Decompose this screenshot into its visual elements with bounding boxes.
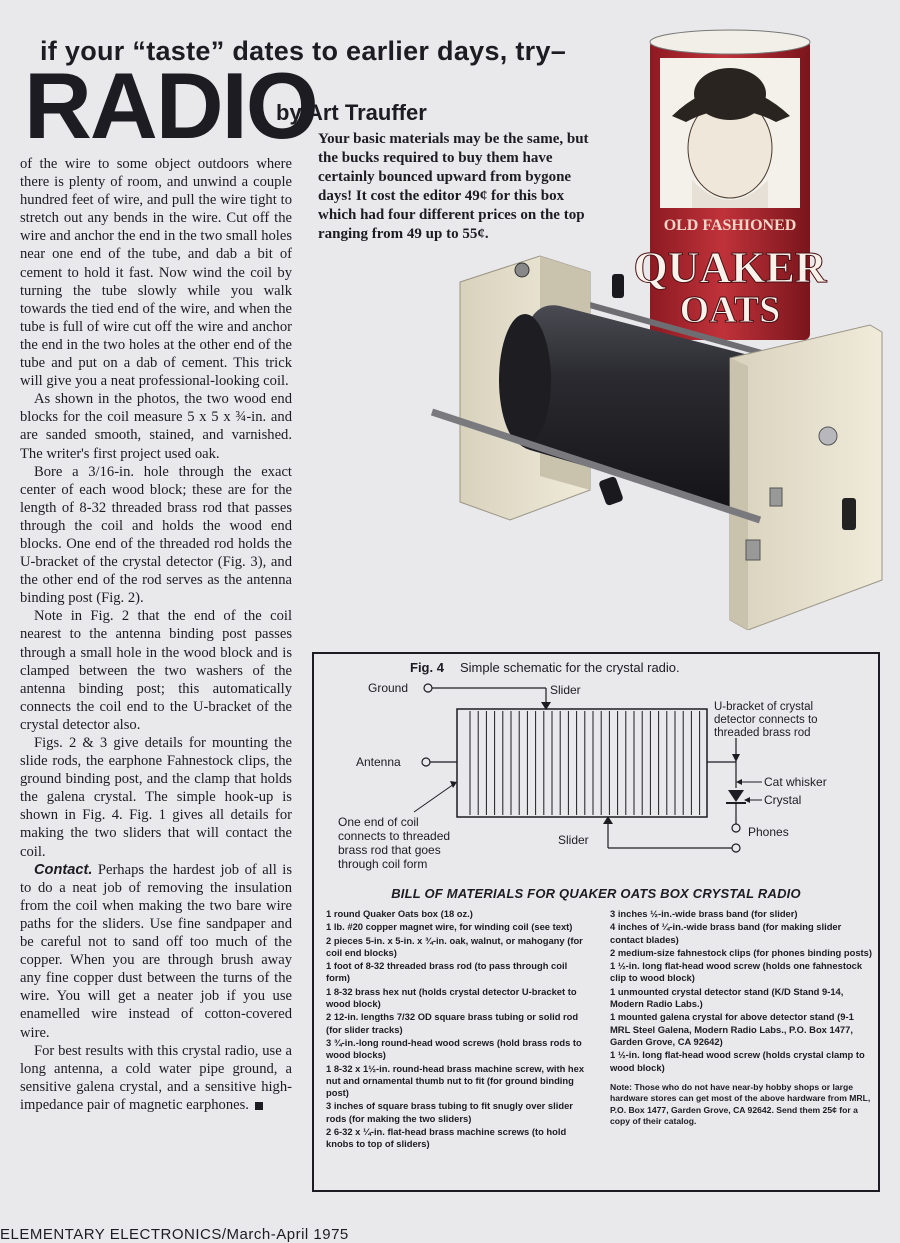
bom-item: 1 8-32 x 1½-in. round-head brass machine screw, with hex nut and ornamental thumb nut to fit (for ground binding post) [326, 1062, 585, 1099]
rear-slider-knob [612, 274, 624, 298]
paragraph: of the wire to some object outdoors where there is plenty of room, and unwind a couple hundred feet of wire, and pull the wire tight to stretch out any bends in the wire. Cut off the wire and anchor the end in the two small holes near one end of the tube, and dab a bit of cement to hold it fast. Now wind the coil by turning the tube slowly while you walk towards the tied end of the wire, and when the tube is full of wire cut off the wire and anchor the end in the two holes at the other end of the tube and put on a dab of cement. This trick will give you a neat professional-looking coil. [20, 156, 292, 390]
bom-item: 1 unmounted crystal detector stand (K/D Stand 9-14, Modern Radio Labs.) [610, 985, 844, 1010]
bom-item: 2 12-in. lengths 7/32 OD square brass tubing or solid rod (for slider tracks) [326, 1011, 579, 1035]
label-slider-bottom: Slider [558, 833, 589, 847]
label-coil-end-1: One end of coil [338, 815, 419, 829]
label-ground: Ground [368, 681, 409, 695]
oats-label-old: OLD FASHIONED [663, 217, 797, 234]
paragraph: Bore a 3/16-in. hole through the exact center of each wood block; these are for the length of 8-32 threaded brass rod that passes through the coil and holds the wood end blocks. One end of the threaded rod holds the U-bracket of the crystal detector (Fig. 3), and the other end of the rod serves as the antenna binding post (Fig. 2). [20, 463, 292, 607]
photo-caption: Your basic materials may be the same, but the bucks required to buy them have certainly bounced upward from bygone days! It cost the editor 49¢ for this box which had four different prices on the top ranging from 49 up to 55¢. [318, 131, 589, 242]
fig-title-number: Fig. 4 [410, 660, 444, 675]
bom-item: 1 ½-in. long flat-head wood screw (holds crystal clamp to wood block) [610, 1049, 865, 1073]
bom-item: 1 8-32 brass hex nut (holds crystal detector U-bracket to wood block) [326, 985, 577, 1010]
bom-item: 1 lb. #20 copper magnet wire, for winding coil (see text) [326, 921, 573, 933]
label-ubracket-3: threaded brass rod [714, 727, 811, 739]
page-footer: ELEMENTARY ELECTRONICS/March-April 1975 [0, 1226, 349, 1243]
bom-item: 1 mounted galena crystal for above detector stand (9-1 MRL Steel Galena, Modern Radio Labs., P.O. Box 1477, Garden Grove, CA 92642) [610, 1011, 854, 1047]
fig-title-text: Simple schematic for the crystal radio. [460, 660, 680, 675]
oats-label-oats: OATS [679, 289, 781, 331]
label-ubracket-1: U-bracket of crystal [714, 701, 814, 713]
paragraph-text: For best results with this crystal radio, use a long antenna, a cold water pipe ground, a sensitive galena crystal, and a sensitive high-impedance pair of magnetic earphones. [20, 1042, 292, 1113]
label-phones: Phones [748, 825, 789, 839]
article-body [20, 155, 292, 1114]
oats-box [633, 30, 827, 340]
front-slider-knob [598, 476, 624, 507]
label-slider-top: Slider [550, 683, 581, 697]
bom-column-right [610, 908, 872, 1129]
bom-note: Note: Those who do not have near-by hobby shops or large hardware stores can get most of the above hardware from MRL, P.O. Box 1477, Garden Grove, CA 92642. Send them 25¢ for a copy of their catalog. [610, 1081, 871, 1127]
bom-item: 1 foot of 8-32 threaded brass rod (to pass through coil form) [326, 960, 568, 984]
bom-item: 1 round Quaker Oats box (18 oz.) [326, 908, 473, 919]
paragraph-text: Perhaps the hardest job of all is to do a neat job of removing the insulation from the coil when making the two bare wire paths for the sliders. Use fine sandpaper and be careful not to sand off too much of the copper. When you are through brush away any fine copper dust between the turns of the wire. You will get a neater job if you use enamelled wire instead of cotton-covered wire. [20, 861, 292, 1041]
label-crystal: Crystal [764, 793, 802, 807]
bom-title: BILL OF MATERIALS FOR QUAKER OATS BOX CRYSTAL RADIO [391, 886, 801, 901]
label-cat-whisker: Cat whisker [764, 775, 827, 789]
label-coil-end-2: connects to threaded [338, 829, 451, 843]
bom-item: 3 inches ½-in.-wide brass band (for slider) [610, 908, 798, 919]
paragraph [20, 1042, 292, 1114]
label-antenna: Antenna [356, 755, 401, 769]
end-mark [255, 1102, 263, 1110]
right-wood-block [730, 325, 882, 630]
byline: by Art Trauffer [276, 100, 427, 125]
label-ubracket-2: detector connects to [714, 714, 818, 726]
crystal-symbol [728, 790, 744, 802]
coil-turns [470, 711, 700, 815]
bom-item: 2 6-32 x ¼-in. flat-head brass machine screws (to hold knobs to top of sliders) [326, 1126, 567, 1150]
schematic-fig4 [314, 654, 878, 890]
label-coil-end-4: through coil form [338, 857, 428, 871]
paragraph: Note in Fig. 2 that the end of the coil nearest to the antenna binding post passes through a small hole in the wood block and is clamped between the two washers of the antenna binding post; this automatically connects the coil end to the U-bracket of the crystal detector also. [20, 608, 292, 733]
figure-box [312, 652, 880, 1192]
bom-item: 3 ¾-in.-long round-head wood screws (hold brass rods to wood blocks) [326, 1036, 582, 1061]
oats-label-brand: QUAKER [633, 243, 827, 292]
runin-head: Contact. [34, 861, 93, 878]
paragraph [20, 861, 292, 1042]
kicker-headline: if your “taste” dates to earlier days, try– [40, 36, 567, 66]
bom-item: 1 ½-in. long flat-head wood screw (holds one fahnestock clip to wood block) [610, 960, 863, 984]
article-title: RADIO [24, 53, 317, 158]
bom-item: 2 pieces 5-in. x 5-in. x ¾-in. oak, walnut, or mahogany (for coil end blocks) [326, 934, 583, 958]
label-coil-end-3: brass rod that goes [338, 843, 441, 857]
bom-item: 2 medium-size fahnestock clips (for phones binding posts) [610, 946, 873, 958]
paragraph: As shown in the photos, the two wood end blocks for the coil measure 5 x 5 x ¾-in. and are sanded smooth, stained, and varnished. The writer's first project used oak. [20, 391, 292, 462]
bom-column-left [326, 908, 588, 1152]
crystal-radio-photo [430, 20, 900, 630]
bom-item: 3 inches of square brass tubing to fit snugly over slider rods (for making the two sliders) [326, 1100, 573, 1124]
bom-item: 4 inches of ¼-in.-wide brass band (for making slider contact blades) [610, 921, 842, 945]
paragraph: Figs. 2 & 3 give details for mounting the slide rods, the earphone Fahnestock clips, the ground binding post, and the clamp that holds the galena crystal. The simple hook-up is shown in Fig. 4. Fig. 1 gives all details for making the two sliders that will contact the coil. [20, 735, 292, 860]
